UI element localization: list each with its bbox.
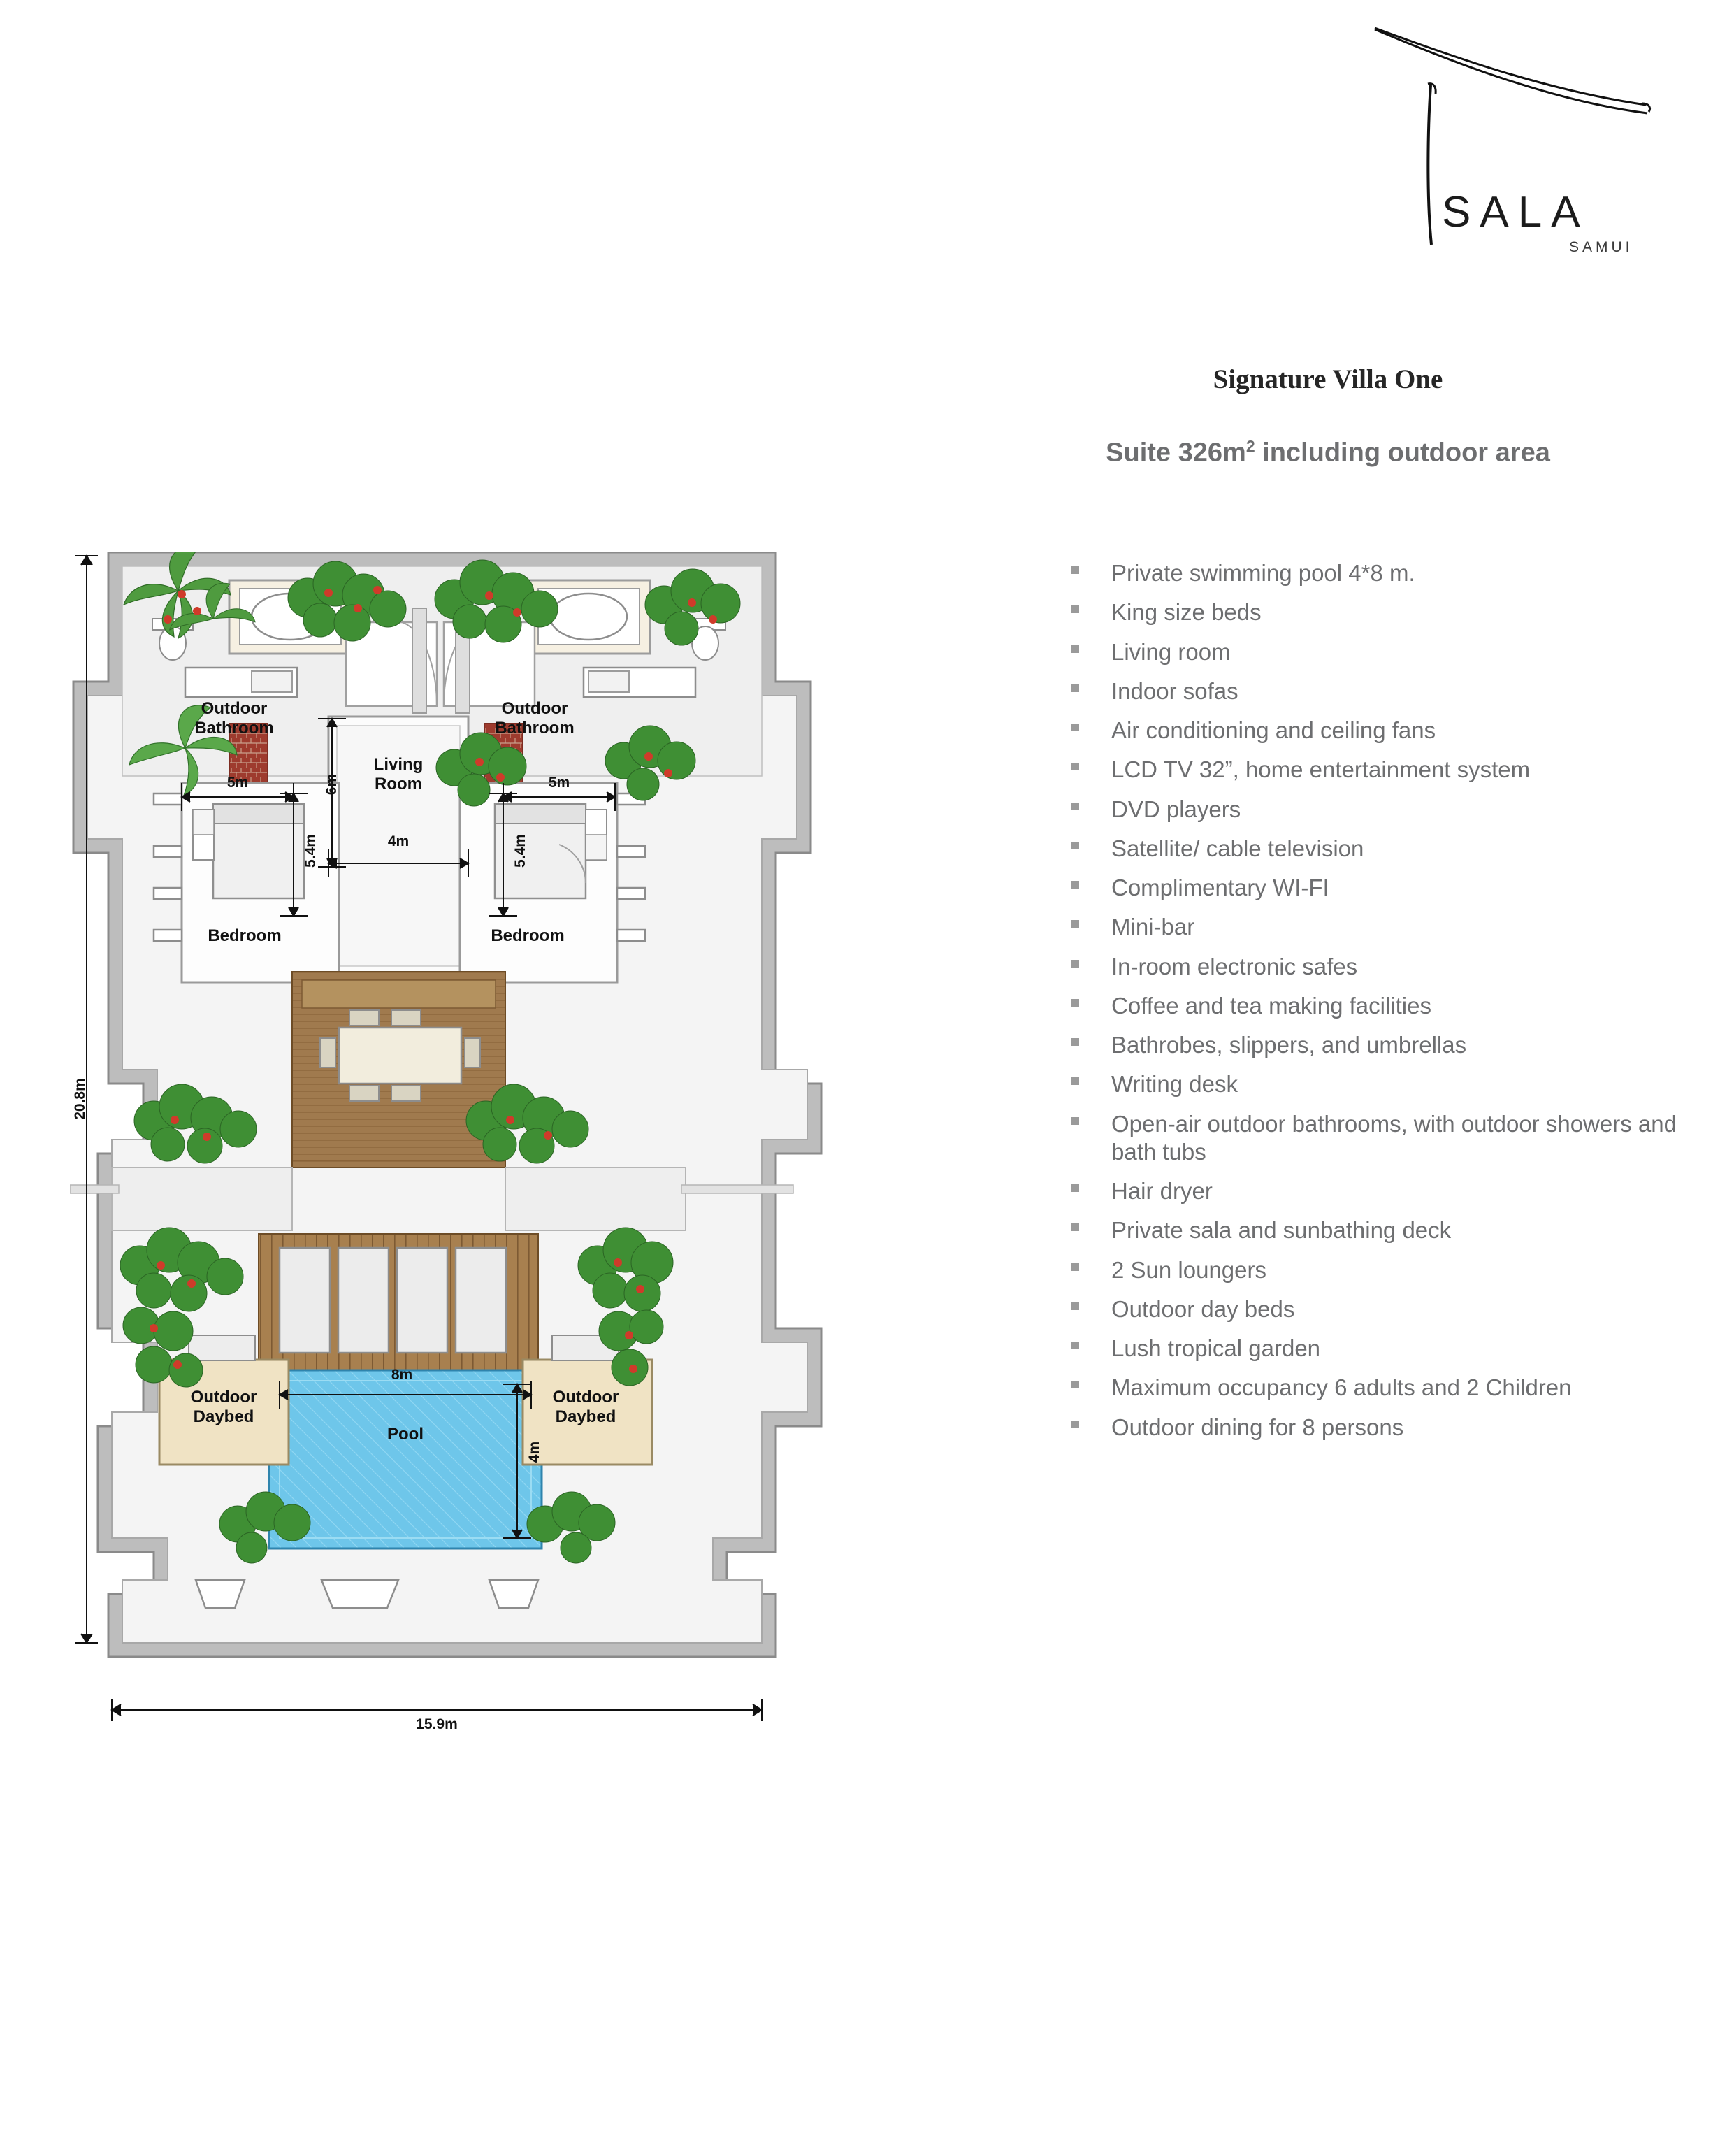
- feature-item: [1066, 1031, 1681, 1059]
- subtitle-prefix: Suite 326m: [1106, 438, 1246, 468]
- feature-label: Outdoor dining for 8 persons: [1111, 1414, 1404, 1440]
- bullet-icon: [1071, 881, 1079, 889]
- features-list: [1066, 559, 1681, 1453]
- feature-item: [1066, 1335, 1681, 1363]
- feature-label: Living room: [1111, 638, 1231, 665]
- bullet-icon: [1071, 1421, 1079, 1428]
- bullet-icon: [1071, 1342, 1079, 1349]
- label-line-2: Bathroom: [194, 718, 274, 738]
- feature-item: [1066, 874, 1681, 902]
- bullet-icon: [1071, 842, 1079, 849]
- label-line-2: Bathroom: [495, 718, 575, 738]
- label-outdoor-bathroom-left: [168, 699, 301, 738]
- bullet-icon: [1071, 566, 1079, 574]
- feature-item: [1066, 796, 1681, 824]
- feature-item: [1066, 835, 1681, 863]
- bullet-icon: [1071, 1038, 1079, 1046]
- dim-bedroom-right-depth: 5.4m: [512, 834, 528, 868]
- feature-item: [1066, 953, 1681, 981]
- feature-item: [1066, 1414, 1681, 1442]
- dim-pool-length: 8m: [391, 1367, 413, 1383]
- feature-label: Outdoor day beds: [1111, 1295, 1295, 1322]
- dim-overall-width: 15.9m: [416, 1716, 458, 1732]
- floor-plan: [70, 552, 999, 1783]
- label-line-1: Outdoor: [190, 1388, 257, 1407]
- feature-item: [1066, 1256, 1681, 1284]
- feature-item: [1066, 559, 1681, 587]
- feature-item: [1066, 1295, 1681, 1323]
- dim-pool-width: 4m: [526, 1441, 542, 1463]
- logo-wordmark: SALA: [1442, 188, 1589, 236]
- feature-item: [1066, 677, 1681, 705]
- feature-item: [1066, 1216, 1681, 1244]
- page-title: Signature Villa One: [1213, 364, 1443, 394]
- feature-label: Air conditioning and ceiling fans: [1111, 717, 1436, 743]
- label-bedroom-left: Bedroom: [208, 926, 282, 945]
- feature-item: [1066, 717, 1681, 745]
- label-outdoor-daybed-left: [161, 1388, 287, 1426]
- dim-overall-height: 20.8m: [72, 1078, 88, 1120]
- feature-label: Private sala and sunbathing deck: [1111, 1217, 1452, 1244]
- feature-label: Hair dryer: [1111, 1178, 1213, 1204]
- dim-living-width: 4m: [387, 833, 410, 849]
- label-living-room: [335, 755, 461, 793]
- label-line-2: Room: [375, 774, 422, 793]
- feature-item: [1066, 1070, 1681, 1098]
- label-pool: Pool: [387, 1425, 424, 1444]
- feature-item: [1066, 756, 1681, 784]
- bullet-icon: [1071, 999, 1079, 1007]
- feature-item: [1066, 992, 1681, 1020]
- feature-item: [1066, 638, 1681, 666]
- feature-label: Satellite/ cable television: [1111, 835, 1364, 861]
- feature-label: Coffee and tea making facilities: [1111, 992, 1431, 1019]
- label-outdoor-bathroom-right: [468, 699, 601, 738]
- bullet-icon: [1071, 1117, 1079, 1125]
- dim-bedroom-right-width: 5m: [548, 775, 570, 791]
- page-subtitle: [978, 437, 1677, 468]
- feature-label: In-room electronic safes: [1111, 953, 1358, 979]
- feature-label: Complimentary WI-FI: [1111, 875, 1329, 900]
- bullet-icon: [1071, 960, 1079, 968]
- bullet-icon: [1071, 920, 1079, 928]
- feature-label: Indoor sofas: [1111, 677, 1238, 704]
- bullet-icon: [1071, 605, 1079, 613]
- bullet-icon: [1071, 763, 1079, 770]
- feature-item: [1066, 1374, 1681, 1402]
- feature-label: Open-air outdoor bathrooms, with outdoor showers and bath tubs: [1111, 1110, 1677, 1165]
- feature-label: King size beds: [1111, 599, 1262, 626]
- dim-living-depth: 6m: [324, 773, 340, 796]
- feature-label: Private swimming pool 4*8 m.: [1111, 560, 1415, 586]
- label-line-1: Outdoor: [201, 699, 268, 718]
- feature-item: [1066, 913, 1681, 941]
- bullet-icon: [1071, 1184, 1079, 1192]
- bullet-icon: [1071, 1302, 1079, 1310]
- feature-label: Lush tropical garden: [1111, 1335, 1321, 1361]
- bullet-icon: [1071, 1381, 1079, 1388]
- bullet-icon: [1071, 724, 1079, 731]
- feature-label: Bathrobes, slippers, and umbrellas: [1111, 1032, 1467, 1058]
- subtitle-superscript: 2: [1245, 437, 1255, 455]
- brand-logo: [1366, 14, 1660, 294]
- subtitle-suffix: including outdoor area: [1255, 438, 1550, 468]
- label-line-1: Outdoor: [552, 1388, 619, 1407]
- bullet-icon: [1071, 1263, 1079, 1271]
- feature-label: Writing desk: [1111, 1071, 1238, 1098]
- feature-label: 2 Sun loungers: [1111, 1256, 1266, 1283]
- dim-bedroom-left-width: 5m: [226, 775, 249, 791]
- feature-item: [1066, 1177, 1681, 1205]
- feature-item: [1066, 1110, 1681, 1167]
- bullet-icon: [1071, 1223, 1079, 1231]
- bullet-icon: [1071, 684, 1079, 692]
- bullet-icon: [1071, 1077, 1079, 1085]
- feature-label: Mini-bar: [1111, 914, 1195, 940]
- bullet-icon: [1071, 803, 1079, 810]
- label-bedroom-right: Bedroom: [491, 926, 565, 945]
- feature-label: Maximum occupancy 6 adults and 2 Children: [1111, 1374, 1572, 1401]
- label-line-2: Daybed: [193, 1407, 254, 1426]
- feature-label: DVD players: [1111, 796, 1241, 822]
- dim-bedroom-left-depth: 5.4m: [303, 834, 319, 868]
- feature-item: [1066, 598, 1681, 626]
- label-line-2: Daybed: [555, 1407, 616, 1426]
- logo-subtext: SAMUI: [1569, 239, 1633, 255]
- label-line-1: Outdoor: [501, 699, 568, 718]
- bullet-icon: [1071, 645, 1079, 653]
- feature-label: LCD TV 32”, home entertainment system: [1111, 756, 1531, 783]
- label-line-1: Living: [373, 755, 424, 774]
